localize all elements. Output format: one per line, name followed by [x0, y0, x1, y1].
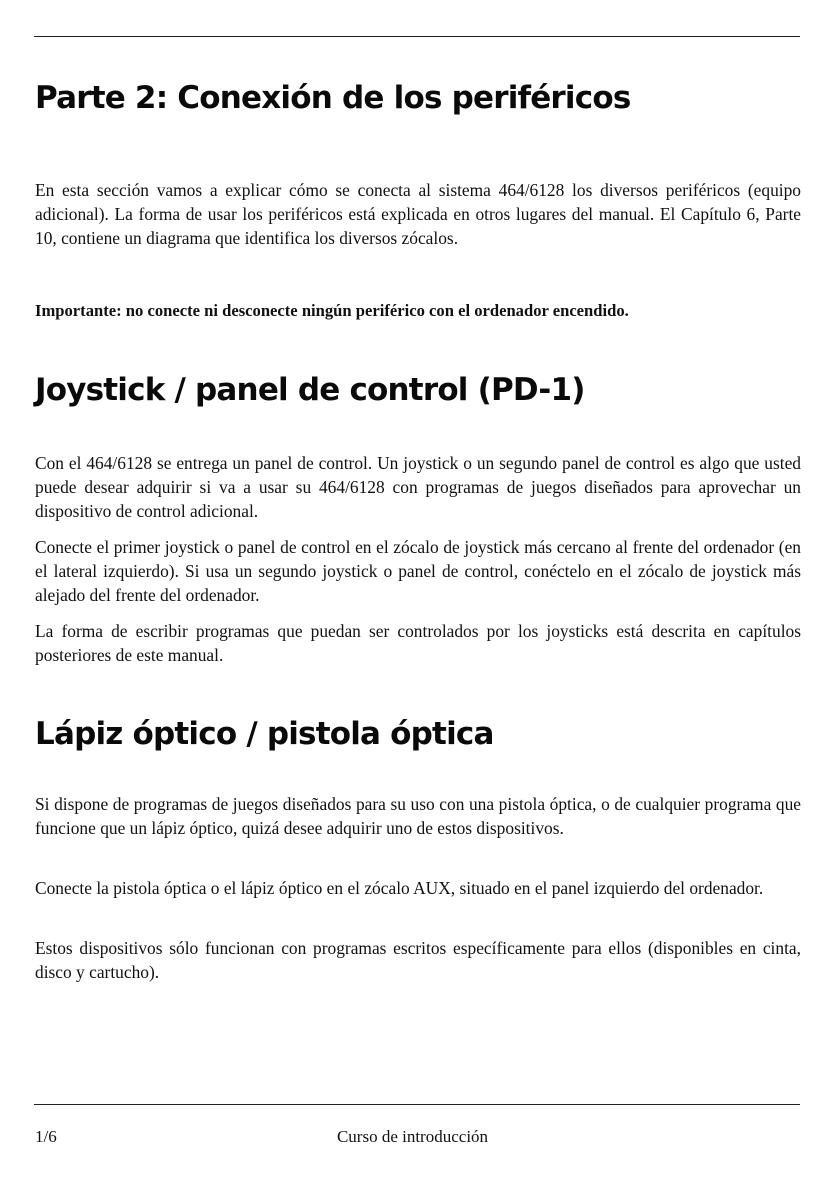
- intro-paragraph: En esta sección vamos a explicar cómo se conecta al sistema 464/6128 los diversos periféricos (equipo adicional). La forma de usar los periféricos está explicada en otros lugares del manual. El Capítulo 6, Parte 10, contiene un diagrama que identifica los diversos zócalos.: [35, 180, 801, 248]
- lightpen-paragraph-2: Conecte la pistola óptica o el lápiz óptico en el zócalo AUX, situado en el panel izquierdo del ordenador.: [35, 878, 764, 898]
- heading-joystick: Joystick / panel de control (PD-1): [35, 372, 585, 408]
- heading-part-2: Parte 2: Conexión de los periféricos: [35, 80, 631, 116]
- warning-paragraph: Importante: no conecte ni desconecte ningún periférico con el ordenador encendido.: [35, 301, 629, 320]
- joystick-paragraph-1: Con el 464/6128 se entrega un panel de control. Un joystick o un segundo panel de control es algo que usted puede desear adquirir si va a usar su 464/6128 con programas de juegos diseñados para aprovechar un dispositivo de control adicional.: [35, 453, 801, 521]
- heading-light-pen: Lápiz óptico / pistola óptica: [35, 716, 494, 752]
- joystick-paragraph-2: Conecte el primer joystick o panel de control en el zócalo de joystick más cercano al frente del ordenador (en el lateral izquierdo). Si usa un segundo joystick o panel de control, conéctelo en el zócalo de joystick más alejado del frente del ordenador.: [35, 537, 801, 605]
- joystick-paragraph-3: La forma de escribir programas que puedan ser controlados por los joysticks está descrita en capítulos posteriores de este manual.: [35, 621, 801, 665]
- top-rule: [34, 36, 800, 37]
- lightpen-paragraph-1: Si dispone de programas de juegos diseñados para su uso con una pistola óptica, o de cualquier programa que funcione que un lápiz óptico, quizá desee adquirir uno de estos dispositivos.: [35, 794, 801, 838]
- lightpen-paragraph-3: Estos dispositivos sólo funcionan con programas escritos específicamente para ellos (disponibles en cinta, disco y cartucho).: [35, 938, 801, 982]
- footer-page-number: 1/6: [35, 1127, 57, 1146]
- bottom-rule: [34, 1104, 800, 1105]
- footer-section-name: Curso de introducción: [336, 1127, 489, 1146]
